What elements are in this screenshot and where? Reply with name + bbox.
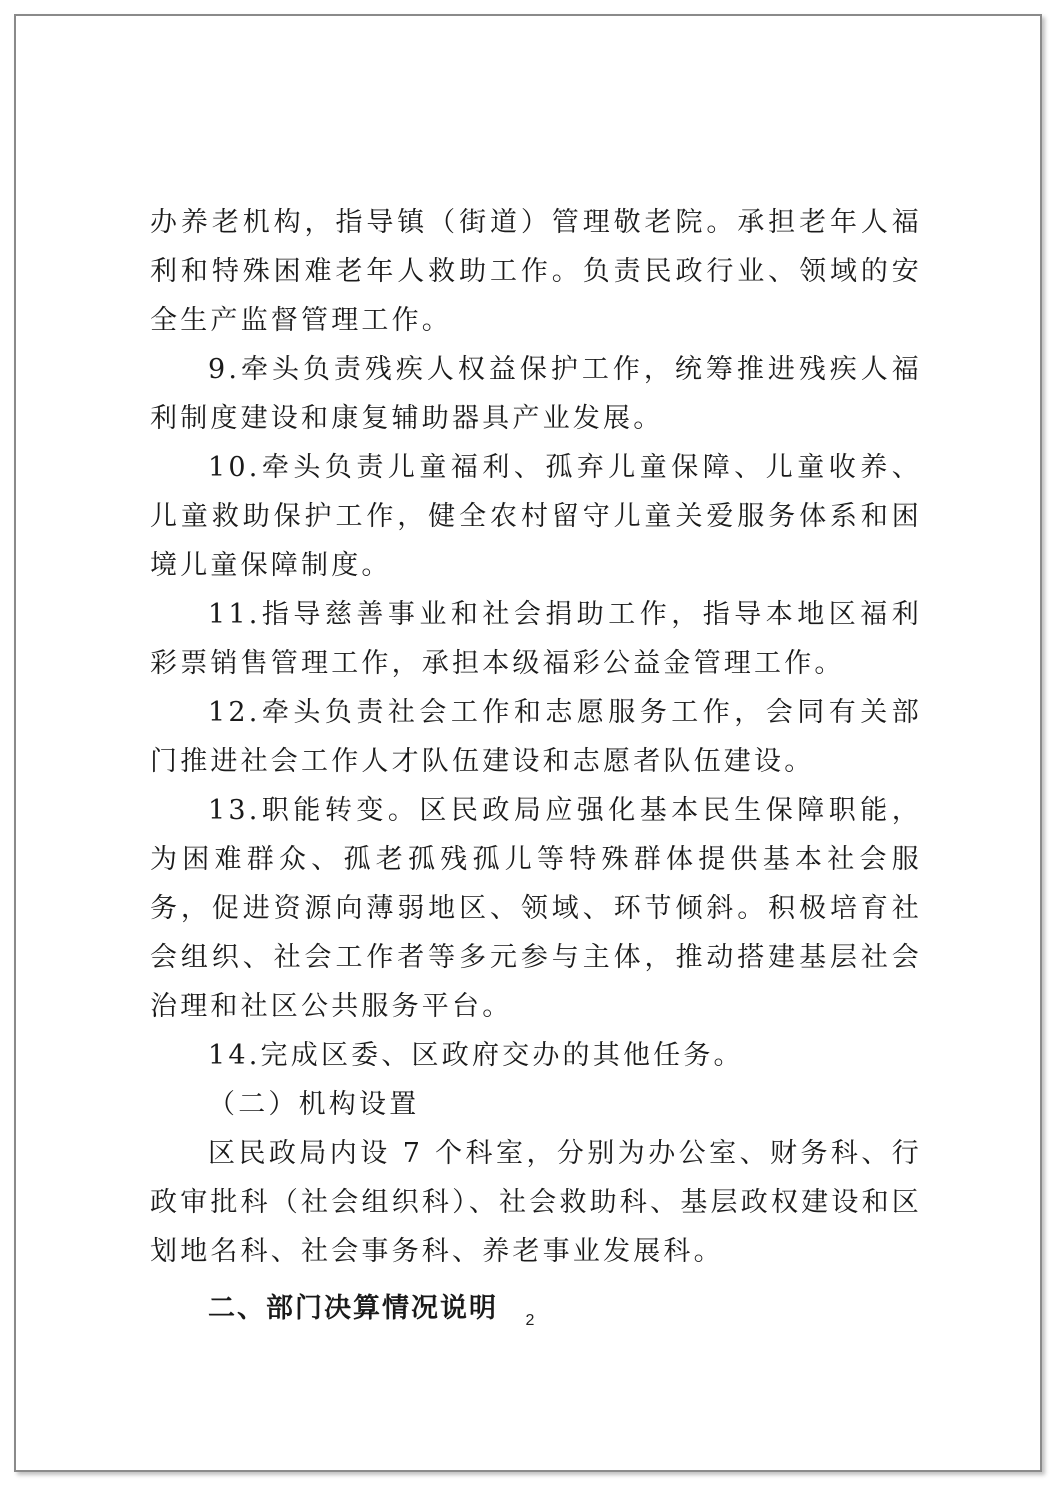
section-heading: 二、部门决算情况说明 [208,1293,498,1324]
document-body [150,198,922,1333]
paragraph-continuation: 办养老机构，指导镇（街道）管理敬老院。承担老年人福利和特殊困难老年人救助工作。负责民政行业、领域的安全生产监督管理工作。 [150,207,922,336]
paragraph-item-11: 11.指导慈善事业和社会捐助工作，指导本地区福利彩票销售管理工作，承担本级福彩公益金管理工作。 [150,599,922,679]
paragraph-item-13: 13.职能转变。区民政局应强化基本民生保障职能，为困难群众、孤老孤残孤儿等特殊群体提供基本社会服务，促进资源向薄弱地区、领域、环节倾斜。积极培育社会组织、社会工作者等多元参与主体，推动搭建基层社会治理和社区公共服务平台。 [150,795,922,1022]
subheading-org-setup: （二）机构设置 [208,1089,420,1120]
page-number: 2 [525,1312,535,1329]
paragraph-item-14: 14.完成区委、区政府交办的其他任务。 [208,1040,744,1071]
paragraph-item-10: 10.牵头负责儿童福利、孤弃儿童保障、儿童收养、儿童救助保护工作，健全农村留守儿童关爱服务体系和困境儿童保障制度。 [150,452,922,581]
paragraph-item-12: 12.牵头负责社会工作和志愿服务工作，会同有关部门推进社会工作人才队伍建设和志愿者队伍建设。 [150,697,922,777]
paragraph-org-structure: 区民政局内设 7 个科室，分别为办公室、财务科、行政审批科（社会组织科）、社会救助科、基层政权建设和区划地名科、社会事务科、养老事业发展科。 [150,1138,922,1267]
paragraph-item-9: 9.牵头负责残疾人权益保护工作，统筹推进残疾人福利制度建设和康复辅助器具产业发展。 [150,354,922,434]
